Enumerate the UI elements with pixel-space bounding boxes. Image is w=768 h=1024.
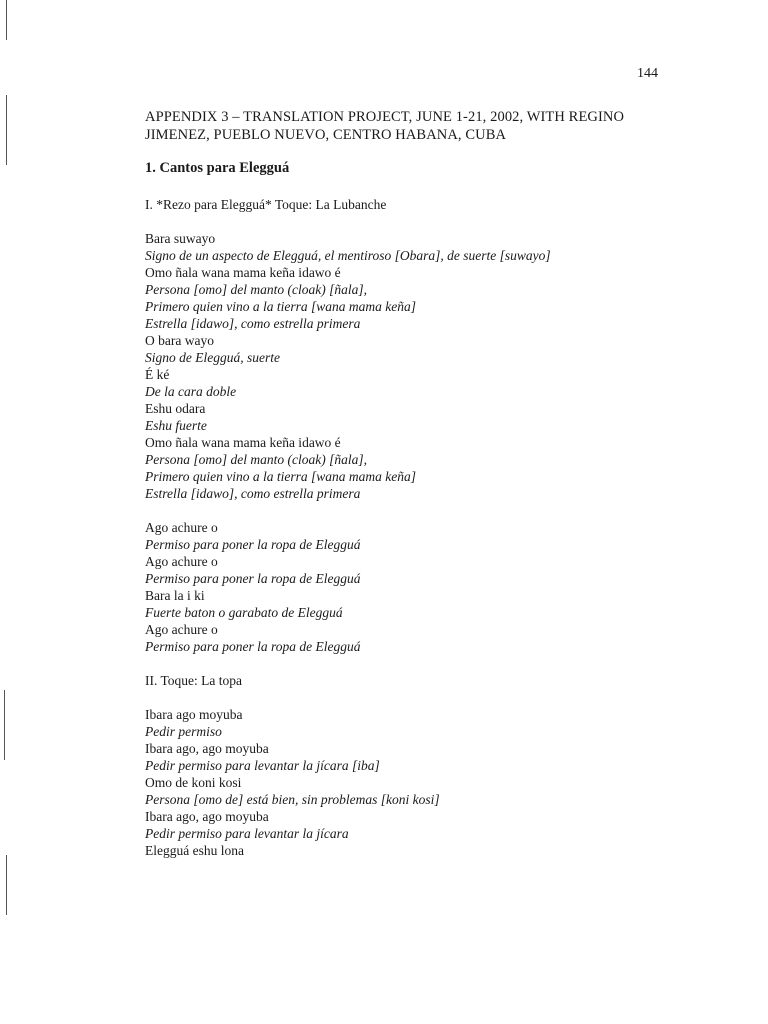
song-text <box>145 196 665 859</box>
translation-line: Primero quien vino a la tierra [wana mama keña] <box>145 469 416 484</box>
lyric-line: Ago achure o <box>145 554 218 569</box>
translation-line: De la cara doble <box>145 384 237 399</box>
block-spacer <box>145 502 665 519</box>
lyric-line: Elegguá eshu lona <box>145 843 244 858</box>
lyric-line: Bara suwayo <box>145 231 216 246</box>
heading-line-1: APPENDIX 3 – TRANSLATION PROJECT, JUNE 1-21, 2002, WITH REGINO <box>145 109 625 125</box>
translation-line: Estrella [idawo], como estrella primera <box>145 316 361 331</box>
translation-line: Eshu fuerte <box>145 418 207 433</box>
lyric-line: Ibara ago, ago moyuba <box>145 741 269 756</box>
lyric-line: É ké <box>145 367 170 382</box>
lyric-line: Omo ñala wana mama keña idawo é <box>145 435 341 450</box>
block-spacer <box>145 213 665 230</box>
translation-line: Fuerte baton o garabato de Elegguá <box>145 605 343 620</box>
scan-margin-mark-top <box>6 0 7 40</box>
lyric-line: Ago achure o <box>145 622 218 637</box>
translation-line: Signo de un aspecto de Elegguá, el mentiroso [Obara], de suerte [suwayo] <box>145 248 551 263</box>
lyric-line: Bara la i ki <box>145 588 205 603</box>
translation-line: Pedir permiso para levantar la jícara [iba] <box>145 758 380 773</box>
translation-line: Permiso para poner la ropa de Elegguá <box>145 571 361 586</box>
block-spacer <box>145 689 665 706</box>
translation-line: Persona [omo de] está bien, sin problemas [koni kosi] <box>145 792 440 807</box>
lyric-line: O bara wayo <box>145 333 214 348</box>
scan-margin-mark-bottom <box>6 855 7 915</box>
lyric-line: Ibara ago, ago moyuba <box>145 809 269 824</box>
lyric-line: II. Toque: La topa <box>145 673 243 688</box>
lyric-line: I. *Rezo para Elegguá* Toque: La Lubanche <box>145 197 387 212</box>
translation-line: Pedir permiso para levantar la jícara <box>145 826 349 841</box>
section-title: 1. Cantos para Elegguá <box>145 160 290 176</box>
lyric-line: Omo ñala wana mama keña idawo é <box>145 265 341 280</box>
translation-line: Permiso para poner la ropa de Elegguá <box>145 537 361 552</box>
lyric-line: Omo de koni kosi <box>145 775 242 790</box>
translation-line: Primero quien vino a la tierra [wana mama keña] <box>145 299 416 314</box>
translation-line: Signo de Elegguá, suerte <box>145 350 280 365</box>
translation-line: Pedir permiso <box>145 724 222 739</box>
translation-line: Estrella [idawo], como estrella primera <box>145 486 361 501</box>
block-spacer <box>145 655 665 672</box>
lyric-line: Eshu odara <box>145 401 206 416</box>
translation-line: Permiso para poner la ropa de Elegguá <box>145 639 361 654</box>
appendix-heading <box>145 108 665 144</box>
translation-line: Persona [omo] del manto (cloak) [ñala], <box>145 452 367 467</box>
heading-line-2: JIMENEZ, PUEBLO NUEVO, CENTRO HABANA, CUBA <box>145 127 507 143</box>
lyric-line: Ibara ago moyuba <box>145 707 243 722</box>
scan-margin-mark-mid <box>6 95 7 165</box>
scan-margin-mark-lower <box>4 690 5 760</box>
translation-line: Persona [omo] del manto (cloak) [ñala], <box>145 282 367 297</box>
lyric-line: Ago achure o <box>145 520 218 535</box>
page-number: 144 <box>637 66 658 81</box>
